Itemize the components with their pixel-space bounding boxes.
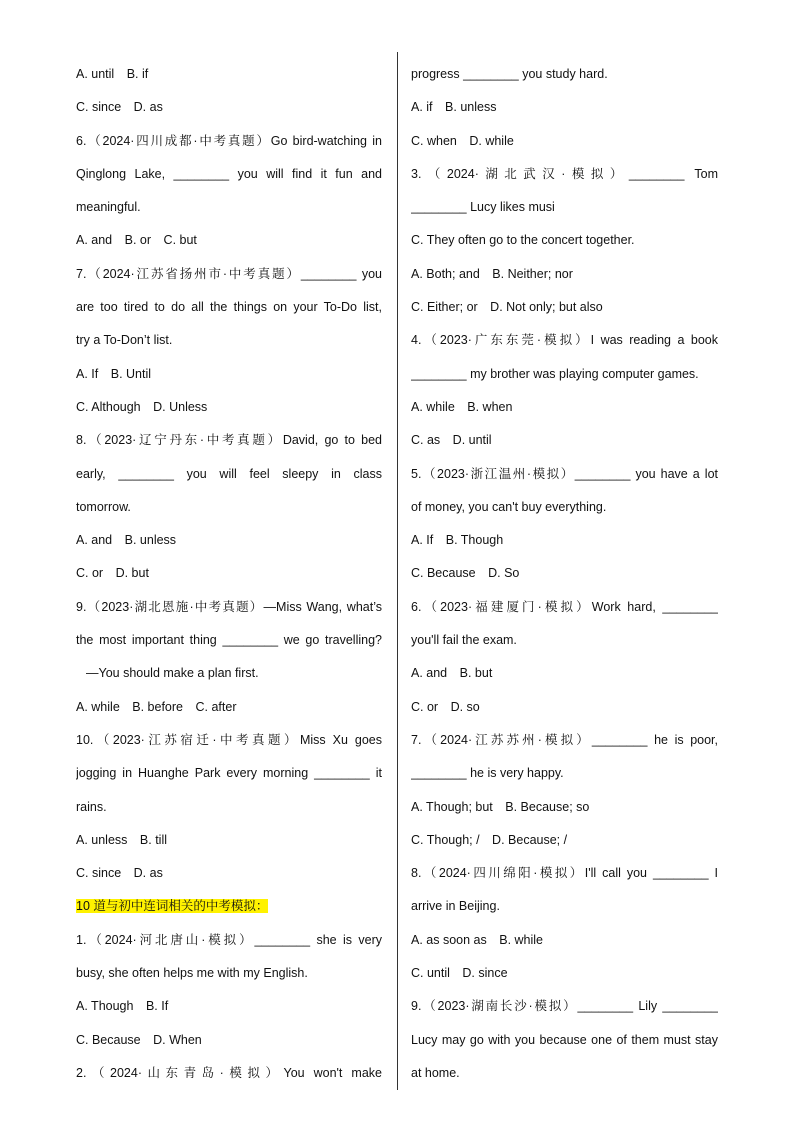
dialogue-reply: —You should make a plan first.: [86, 666, 259, 681]
answer-options: A. unless B. till: [76, 832, 168, 847]
question-text: you'll fail the exam.: [411, 633, 517, 648]
left-column: [76, 58, 382, 1090]
answer-options: C. since D. as: [76, 866, 163, 881]
question-text: arrive in Beijing.: [411, 899, 500, 914]
question-text: rains.: [76, 799, 107, 814]
question-text: ________ he is very happy.: [411, 766, 564, 781]
question-8: 8.（2023·辽宁丹东·中考真题）David, go to bed: [76, 433, 382, 448]
answer-options: C. as D. until: [411, 433, 492, 448]
question-text: are too tired to do all the things on your To-Do list,: [76, 300, 382, 315]
question-7: 7.（2024·江苏省扬州市·中考真题）________ you: [76, 266, 382, 281]
mock-question-1: 1.（2024·河北唐山·模拟）________ she is very: [76, 932, 382, 947]
right-column: [411, 58, 718, 1090]
answer-options: C. when D. while: [411, 133, 514, 148]
answer-options: A. if B. unless: [411, 100, 497, 115]
answer-options: C. or D. so: [411, 699, 480, 714]
answer-options: A. Both; and B. Neither; nor: [411, 266, 573, 281]
answer-options: C. Because D. When: [76, 1032, 202, 1047]
question-text: the most important thing ________ we go travelling?: [76, 633, 382, 648]
question-text: try a To-Don’t list.: [76, 333, 173, 348]
answer-options: A. until B. if: [76, 67, 149, 81]
question-text: busy, she often helps me with my English.: [76, 966, 308, 981]
column-divider: [397, 52, 398, 1090]
answer-options: A. while B. before C. after: [76, 699, 237, 714]
mock-question-9: 9.（2023·湖南长沙·模拟）________ Lily ________: [411, 999, 718, 1014]
highlighted-heading: 10 道与初中连词相关的中考模拟：: [76, 899, 269, 914]
question-text: at home.: [411, 1065, 460, 1080]
answer-options: A. If B. Until: [76, 366, 152, 381]
mock-question-4: 4.（2023·广东东莞·模拟）I was reading a book: [411, 333, 718, 348]
mock-question-5: 5.（2023·浙江温州·模拟）________ you have a lot: [411, 466, 718, 481]
answer-options: A. Though; but B. Because; so: [411, 799, 590, 814]
answer-options: C. Either; or D. Not only; but also: [411, 300, 603, 315]
answer-options: C. until D. since: [411, 966, 508, 981]
question-text: of money, you can't buy everything.: [411, 499, 607, 514]
question-text: Lucy may go with you because one of them must stay: [411, 1032, 718, 1047]
section-heading: [76, 890, 382, 923]
mock-question-2: 2.（2024·山东青岛·模拟）You won't make: [76, 1065, 382, 1080]
answer-options: C. Because D. So: [411, 566, 520, 581]
question-text: meaningful.: [76, 200, 141, 215]
answer-options: C. Although D. Unless: [76, 399, 208, 414]
question-6: 6.（2024·四川成都·中考真题）Go bird-watching in: [76, 133, 382, 148]
question-9: 9.（2023·湖北恩施·中考真题）—Miss Wang, what’s: [76, 599, 382, 614]
answer-options: A. Though B. If: [76, 999, 169, 1014]
question-text: ________ Lucy likes musi: [411, 200, 555, 215]
answer-options: A. If B. Though: [411, 533, 504, 548]
mock-question-7: 7.（2024·江苏苏州·模拟）________ he is poor,: [411, 732, 718, 747]
answer-options: A. and B. or C. but: [76, 233, 197, 248]
answer-options: A. while B. when: [411, 399, 513, 414]
mock-question-6: 6.（2023·福建厦门·模拟）Work hard, ________: [411, 599, 718, 614]
answer-options: C. Though; / D. Because; /: [411, 832, 568, 847]
question-text: ________ my brother was playing computer games.: [411, 366, 699, 381]
answer-options: A. and B. but: [411, 666, 493, 681]
mock-question-3: 3.（2024·湖北武汉·模拟）________ Tom: [411, 166, 718, 181]
mock-question-8: 8.（2024·四川绵阳·模拟）I'll call you ________ I: [411, 866, 718, 881]
answer-options: C. since D. as: [76, 100, 163, 115]
question-text: Qinglong Lake, ________ you will find it fun and: [76, 166, 382, 181]
question-10: 10.（2023·江苏宿迁·中考真题）Miss Xu goes: [76, 732, 382, 747]
question-text: C. They often go to the concert together.: [411, 233, 635, 248]
answer-options: A. as soon as B. while: [411, 932, 544, 947]
question-text: tomorrow.: [76, 499, 131, 514]
answer-options: A. and B. unless: [76, 533, 177, 548]
answer-options: C. or D. but: [76, 566, 149, 581]
question-text: early, ________ you will feel sleepy in class: [76, 466, 382, 481]
question-text: jogging in Huanghe Park every morning ________ it: [76, 766, 382, 781]
question-text: progress ________ you study hard.: [411, 67, 608, 81]
